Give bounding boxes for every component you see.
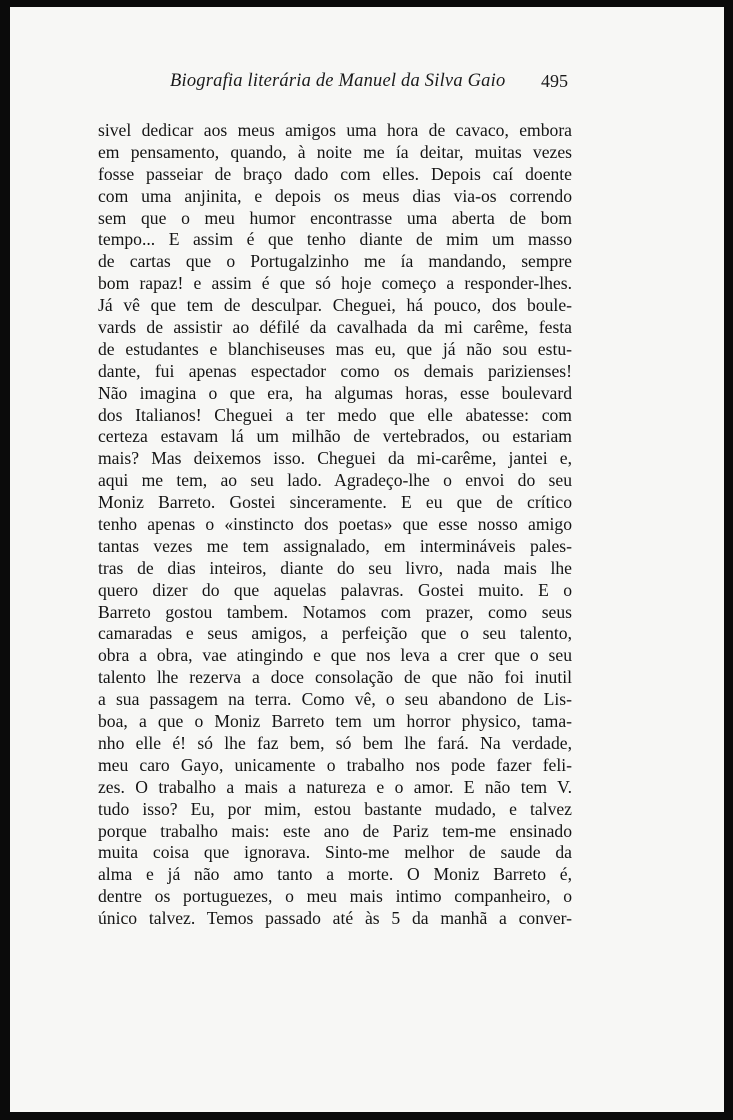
text-line: Já vê que tem de desculpar. Cheguei, há pouco, dos boule- <box>98 295 572 316</box>
text-line: tudo isso? Eu, por mim, estou bastante mudado, e talvez <box>98 798 572 819</box>
running-title: Biografia literária de Manuel da Silva Gaio <box>170 71 506 91</box>
text-line: Barreto gostou tambem. Notamos com prazer, como seus <box>98 601 572 622</box>
text-line: de estudantes e blanchiseuses mas eu, que já não sou estu- <box>98 338 572 359</box>
text-line: a sua passagem na terra. Como vê, o seu abandono de Lis- <box>98 689 572 710</box>
text-line: mais? Mas deixemos isso. Cheguei da mi-carême, jantei e, <box>98 448 572 469</box>
text-line: dante, fui apenas espectador como os demais parizienses! <box>98 360 572 381</box>
text-line: único talvez. Temos passado até às 5 da manhã a conver- <box>98 908 572 929</box>
text-line: certeza estavam lá um milhão de vertebrados, ou estariam <box>98 426 572 447</box>
text-line: aqui me tem, ao seu lado. Agradeço-lhe o envoi do seu <box>98 470 572 491</box>
text-line: boa, a que o Moniz Barreto tem um horror physico, tama- <box>98 711 572 732</box>
text-line: bom rapaz! e assim é que só hoje começo a responder-lhes. <box>98 273 572 294</box>
text-line: dos Italianos! Cheguei a ter medo que elle abatesse: com <box>98 404 572 425</box>
text-line: dentre os portuguezes, o meu mais intimo companheiro, o <box>98 886 572 907</box>
text-line: de cartas que o Portugalzinho me ía mandando, sempre <box>98 251 572 272</box>
body-text <box>98 120 572 930</box>
text-line: com uma anjinita, e depois os meus dias via-os correndo <box>98 185 572 206</box>
text-line: Moniz Barreto. Gostei sinceramente. E eu que de crítico <box>98 492 572 513</box>
text-line: fosse passeiar de braço dado com elles. Depois caí doente <box>98 163 572 184</box>
text-line: porque trabalho mais: este ano de Pariz tem-me ensinado <box>98 820 572 841</box>
text-line: Não imagina o que era, ha algumas horas, esse boulevard <box>98 382 572 403</box>
text-line: muita coisa que ignorava. Sinto-me melhor de saude da <box>98 842 572 863</box>
book-page <box>10 7 724 1112</box>
text-line: nho elle é! só lhe faz bem, só bem lhe fará. Na verdade, <box>98 732 572 753</box>
text-line: sem que o meu humor encontrasse uma aberta de bom <box>98 207 572 228</box>
text-line: zes. O trabalho a mais a natureza e o amor. E não tem V. <box>98 776 572 797</box>
text-line: tenho apenas o «instincto dos poetas» que esse nosso amigo <box>98 514 572 535</box>
text-line: alma e já não amo tanto a morte. O Moniz Barreto é, <box>98 864 572 885</box>
text-line: obra a obra, vae atingindo e que nos leva a crer que o seu <box>98 645 572 666</box>
page-header <box>10 71 724 95</box>
text-line: talento lhe rezerva a doce consolação de que não foi inutil <box>98 667 572 688</box>
text-line: sivel dedicar aos meus amigos uma hora de cavaco, embora <box>98 120 572 140</box>
text-line: meu caro Gayo, unicamente o trabalho nos pode fazer feli- <box>98 754 572 775</box>
text-line: vards de assistir ao défilé da cavalhada da mi carême, festa <box>98 317 572 338</box>
text-line: em pensamento, quando, à noite me ía deitar, muitas vezes <box>98 141 572 162</box>
text-line: tantas vezes me tem assignalado, em intermináveis pales- <box>98 535 572 556</box>
text-line: quero dizer do que aquelas palavras. Gostei muito. E o <box>98 579 572 600</box>
page-number: 495 <box>541 71 568 91</box>
text-line: camaradas e seus amigos, a perfeição que o seu talento, <box>98 623 572 644</box>
text-line: tras de dias inteiros, diante do seu livro, nada mais lhe <box>98 557 572 578</box>
text-line: tempo... E assim é que tenho diante de mim um masso <box>98 229 572 250</box>
